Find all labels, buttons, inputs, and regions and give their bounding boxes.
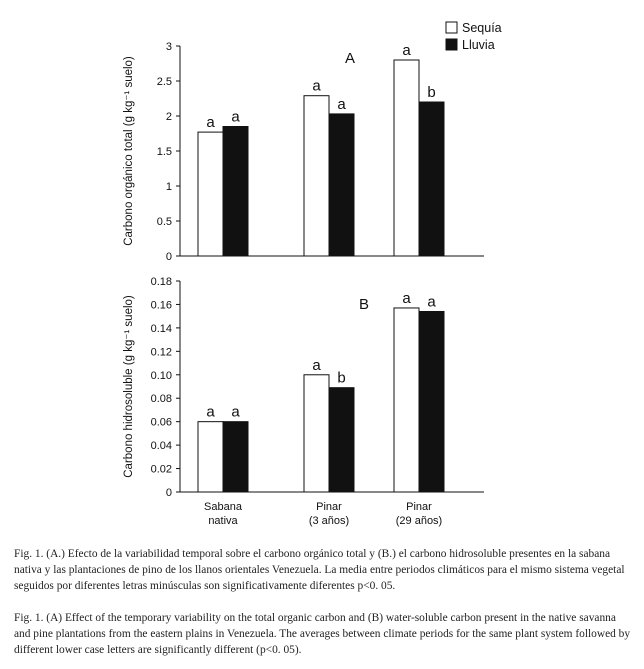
legend-label: Sequía xyxy=(462,21,502,35)
y-tick-label: 0.18 xyxy=(150,276,172,288)
y-tick-label: 1.5 xyxy=(156,146,172,158)
significance-letter: a xyxy=(206,114,215,132)
x-category-label: nativa xyxy=(208,515,238,527)
significance-letter: a xyxy=(231,403,240,421)
y-axis-title: Carbono hidrosoluble (g kg⁻¹ suelo) xyxy=(123,295,135,478)
bar xyxy=(223,422,248,492)
bar xyxy=(198,422,223,492)
significance-letter: a xyxy=(206,403,215,421)
panel-label: B xyxy=(358,296,370,313)
x-category-label: Pinar xyxy=(406,501,432,513)
bar xyxy=(304,375,329,492)
y-tick-label: 0.06 xyxy=(150,416,172,429)
bar xyxy=(394,308,419,492)
panel-label: A xyxy=(344,50,356,67)
x-category-label: Sabana xyxy=(204,501,242,513)
y-tick-label: 2.5 xyxy=(156,76,172,88)
y-tick-label: 0.16 xyxy=(150,299,172,312)
y-tick-label: 0.02 xyxy=(150,463,172,476)
bar xyxy=(223,127,248,257)
y-tick-label: 0.5 xyxy=(156,216,172,228)
figure-caption-spanish: Fig. 1. (A.) Efecto de la variabilidad temporal sobre el carbono orgánico total y (B.) el carbono hidrosoluble presentes en la sabana nativa y las plantaciones de pino de los llanos orientales Venezuela. La media entre periodos climáticos para el mismo sistema vegetal seguidos por diferentes letras minúsculas son significativamente diferentes p<0. 05. xyxy=(14,548,625,592)
legend-label: Lluvia xyxy=(462,38,495,52)
x-category-label: (29 años) xyxy=(395,515,443,527)
y-tick-label: 0.12 xyxy=(150,346,172,359)
significance-letter: a xyxy=(427,293,436,311)
significance-letter: b xyxy=(427,84,436,101)
significance-letter: a xyxy=(312,356,321,374)
y-tick-label: 0 xyxy=(165,487,172,499)
y-tick-label: 0 xyxy=(165,251,172,263)
y-axis-title: Carbono orgánico total (g kg⁻¹ suelo) xyxy=(123,56,135,246)
y-tick-label: 3 xyxy=(165,41,172,53)
bar xyxy=(419,102,444,256)
y-tick-label: 0.08 xyxy=(150,393,172,406)
significance-letter: b xyxy=(337,369,346,387)
bar xyxy=(198,132,223,256)
x-category-label: (3 años) xyxy=(308,515,350,527)
significance-letter: a xyxy=(231,108,240,126)
y-tick-label: 2 xyxy=(165,111,172,123)
legend-swatch xyxy=(446,39,457,50)
legend-swatch xyxy=(446,22,457,33)
y-tick-label: 0.14 xyxy=(150,322,172,335)
bar xyxy=(394,60,419,256)
significance-letter: a xyxy=(402,289,411,307)
figure-caption-english: Fig. 1. (A) Effect of the temporary variability on the total organic carbon and (B) water-soluble carbon present in the native savanna and pine plantations from the eastern plains in Venezuela. The averages between climate periods for the same plant system followed by different lower case letters are significantly different (p<0. 05). xyxy=(14,612,631,656)
y-tick-label: 0.10 xyxy=(150,369,172,382)
bar xyxy=(419,311,444,492)
x-category-label: Pinar xyxy=(316,501,342,513)
y-tick-label: 1 xyxy=(165,181,172,193)
y-tick-label: 0.04 xyxy=(150,440,172,453)
bar xyxy=(304,96,329,256)
significance-letter: a xyxy=(312,77,321,95)
significance-letter: a xyxy=(402,42,411,59)
significance-letter: a xyxy=(337,95,346,113)
bar xyxy=(329,388,354,492)
bar xyxy=(329,114,354,256)
